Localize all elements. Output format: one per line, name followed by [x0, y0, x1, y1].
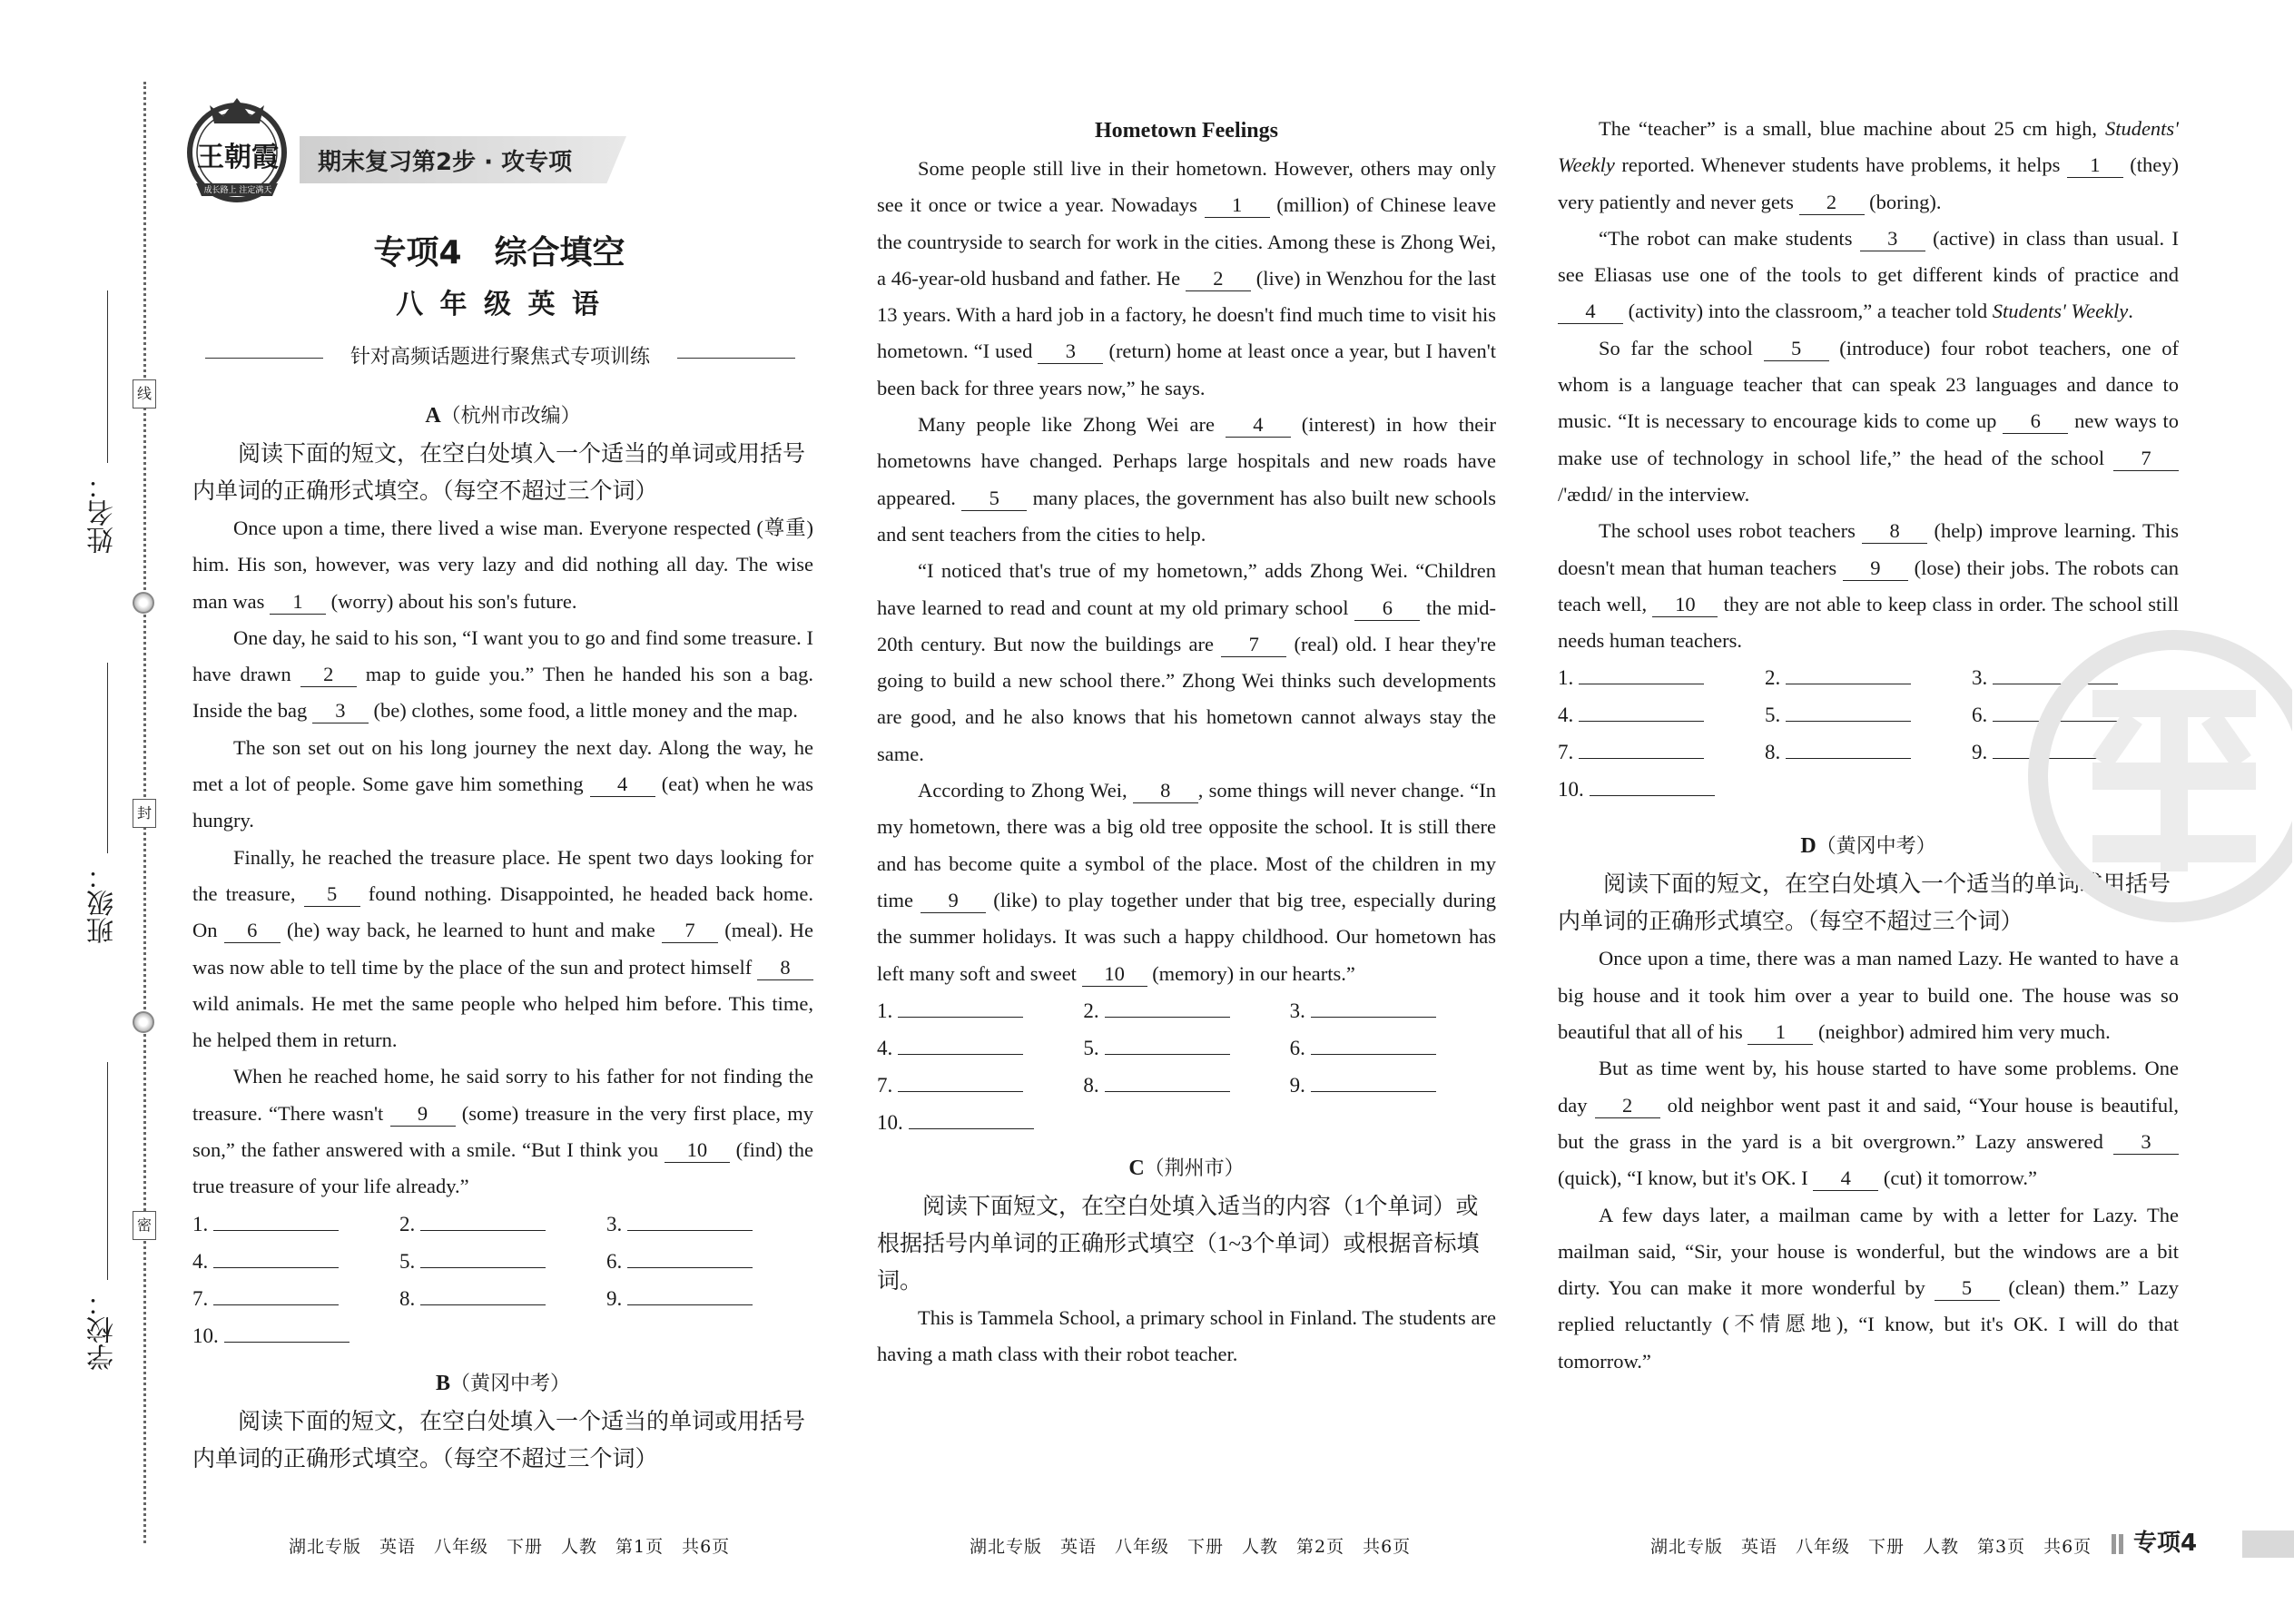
section-a-paragraph: Finally, he reached the treasure place. He spent two days looking for the treasure, 5 found nothing. Disappointed, he headed back home. On 6 (he) way back, he learned to hunt and make 7 (meal). He was now able to tell time by the place of the sun and protect himself 8 wild animals. He met the same people who helped him before. This time, he helped them in return.: [192, 845, 813, 1052]
section-b-heading: B（黄冈中考）: [435, 1371, 571, 1395]
fill-in-blank[interactable]: 7: [662, 918, 718, 943]
fill-in-blank[interactable]: 3: [2113, 1129, 2179, 1155]
fill-in-blank[interactable]: 2: [1186, 266, 1251, 291]
section-c-paragraph: This is Tammela School, a primary school in Finland. The students are having a math class with their robot teacher.: [877, 1305, 1496, 1366]
section-c-paragraph: “The robot can make students 3 (active) in class than usual. I see Eliasas use one of the tools to get different kinds of practice and 4 (activity) into the classroom,” a teacher told Students' Weekly.: [1558, 226, 2179, 323]
logo: [178, 89, 296, 207]
fill-in-blank[interactable]: 6: [224, 918, 281, 943]
answer-line[interactable]: 5.: [1765, 696, 1972, 733]
answer-line[interactable]: 6.: [1290, 1029, 1496, 1067]
fill-in-blank[interactable]: 10: [665, 1137, 730, 1163]
section-b-instructions: 阅读下面的短文，在空白处填入一个适当的单词或用括号内单词的正确形式填空。（每空不超过三个词）: [192, 1409, 806, 1471]
answer-line[interactable]: 1.: [192, 1206, 399, 1243]
fill-in-blank[interactable]: 6: [1354, 595, 1420, 621]
answer-line[interactable]: 10.: [192, 1317, 399, 1354]
fill-in-blank[interactable]: 7: [1221, 632, 1286, 657]
answer-line[interactable]: 7.: [1558, 733, 1765, 771]
fill-in-blank[interactable]: 6: [2003, 408, 2068, 434]
answer-line[interactable]: 7.: [877, 1067, 1083, 1104]
binding-margin: [0, 0, 182, 1624]
answer-line[interactable]: 10.: [1558, 771, 1765, 808]
answer-line[interactable]: 2.: [1083, 992, 1289, 1029]
fill-in-blank[interactable]: 1: [2067, 153, 2123, 178]
answer-line[interactable]: 2.: [1765, 659, 1972, 696]
section-d-paragraph: Once upon a time, there was a man named Lazy. He wanted to have a big house and it took him over a year to build one. The house was so beautiful that all of his 1 (neighbor) admired him very much.: [1558, 947, 2179, 1044]
section-a-instructions: 阅读下面的短文，在空白处填入一个适当的单词或用括号内单词的正确形式填空。（每空不超过三个词）: [192, 442, 806, 504]
fill-in-blank[interactable]: 5: [1764, 336, 1829, 361]
section-b-paragraph: “I noticed that's true of my hometown,” adds Zhong Wei. “Children have learned to read and count at my old primary school 6 the mid-20th century. But now the buildings are 7 (real) old. I hear they're going to build a new school there.” Zhong Wei thinks such developments are good, and he also knows that his hometown cannot always stay the same.: [877, 559, 1497, 765]
page-footer: 湖北专版 英语 八年级 下册 人教 第3页 共6页: [1650, 1537, 2092, 1557]
section-a-paragraph: When he reached home, he said sorry to his father for not finding the treasure. “There wasn't 9 (some) treasure in the very first place, my son,” the father answered with a smile. “But I think you 10 (find) the true treasure of your life already.”: [192, 1065, 814, 1198]
fill-in-blank[interactable]: 5: [304, 881, 360, 907]
section-b-paragraph: According to Zhong Wei, 8 , some things will never change. “In my hometown, there was a big old tree opposite the school. It is still there and has become quite a symbol of the place. Most of the children in my time 9 (like) to play together under that big tree, especially during the summer holidays. It was such a happy childhood. Our hometown has left many soft and sweet 10 (memory) in our hearts.”: [877, 779, 1496, 985]
section-b-paragraph: Some people still live in their hometown. However, others may only see it once or twice a year. Nowadays 1 (million) of Chinese leave the countryside to search for work in the cities. Among these is Zhong Wei, a 46-year-old husband and father. He 2 (live) in Wenzhou for the last 13 years. With a hard job in a factory, he doesn't find much time to visit his hometown. “I used 3 (return) home at least once a year, but I haven't been back for three years now,” he says.: [877, 157, 1496, 399]
section-d-paragraph: A few days later, a mailman came by with a letter for Lazy. The mailman said, “Sir, your house is wonderful, but the windows are a bit dirty. You can make it more wonderful by 5 (clean) them.” Lazy replied reluctantly (不情愿地), “I know, but it's OK. I will do that tomorrow.”: [1558, 1203, 2179, 1373]
corner-pattern: [2112, 1534, 2126, 1554]
fill-in-blank[interactable]: 4: [590, 772, 655, 797]
corner-section-tag: 专项4: [2133, 1530, 2198, 1557]
answer-line[interactable]: 6.: [606, 1243, 813, 1280]
section-c-heading: C（荆州市）: [1128, 1156, 1245, 1180]
section-a-paragraph: Once upon a time, there lived a wise man. Everyone respected (尊重) him. His son, however, was very lazy and did nothing all day. The wise man was 1 (worry) about his son's future.: [192, 517, 813, 613]
fill-in-blank[interactable]: 3: [1860, 226, 1925, 251]
page-subtitle: 八 年 级 英 语: [396, 289, 603, 320]
column-2: [877, 111, 1496, 1373]
answer-line[interactable]: 1.: [1558, 659, 1765, 696]
fill-in-blank[interactable]: 1: [270, 589, 326, 615]
header: [172, 82, 681, 218]
answer-line[interactable]: 8.: [1765, 733, 1972, 771]
section-a-heading: A（杭州市改编）: [425, 404, 581, 428]
section-a-paragraph: One day, he said to his son, “I want you to go and find some treasure. I have drawn 2 map to guide you.” Then he handed his son a bag. Inside the bag 3 (be) clothes, some food, a little money and the map.: [192, 625, 814, 723]
seal-mark-secret: 密: [133, 1211, 156, 1240]
fill-in-blank[interactable]: 5: [1935, 1275, 2000, 1301]
answer-line[interactable]: 7.: [192, 1280, 399, 1317]
name-field[interactable]: [107, 290, 108, 463]
section-a-paragraph: The son set out on his long journey the next day. Along the way, he met a lot of people. Some gave him something 4 (eat) when he was hungry.: [192, 735, 813, 832]
section-d-paragraph: But as time went by, his house started to have some problems. One day 2 old neighbor went past it and said, “Your house is beautiful, but the grass in the yard is a bit overgrown.” Lazy answered 3 (quick), “I know, but it's OK. I 4 (cut) it tomorrow.”: [1558, 1057, 2179, 1190]
answer-line[interactable]: 9.: [606, 1280, 813, 1317]
corner-bar: [2242, 1530, 2294, 1558]
answer-line[interactable]: 3.: [1972, 659, 2179, 696]
section-c-paragraph: The “teacher” is a small, blue machine about 25 cm high, Students' Weekly reported. Whenever students have problems, it helps 1 (they) very patiently and never gets 2 (boring).: [1558, 117, 2180, 213]
name-label: 姓名：: [87, 472, 119, 554]
fill-in-blank[interactable]: 2: [1799, 190, 1865, 215]
seal-mark-seal: 封: [133, 799, 156, 828]
answer-line[interactable]: 4.: [192, 1243, 399, 1280]
fill-in-blank[interactable]: 10: [1652, 592, 1718, 617]
column-1: [192, 396, 813, 1478]
tagline-row: [205, 341, 795, 374]
logo-subtext: 成长路上 注定满天: [203, 186, 272, 195]
answer-line[interactable]: 9.: [1972, 733, 2179, 771]
binding-hole-icon: [133, 592, 154, 614]
fill-in-blank[interactable]: 8: [757, 955, 813, 980]
answer-line[interactable]: 5.: [399, 1243, 606, 1280]
answer-line[interactable]: 4.: [877, 1029, 1083, 1067]
page-footer: 湖北专版 英语 八年级 下册 人教 第1页 共6页: [289, 1537, 731, 1557]
section-b-answer-grid: [877, 992, 1496, 1141]
seal-mark-line: 线: [133, 379, 156, 408]
fill-in-blank[interactable]: 5: [961, 486, 1027, 511]
fill-in-blank[interactable]: 10: [1082, 961, 1147, 987]
fill-in-blank[interactable]: 3: [312, 698, 369, 723]
fill-in-blank[interactable]: 1: [1748, 1019, 1813, 1045]
answer-line[interactable]: 2.: [399, 1206, 606, 1243]
section-c-paragraph: The school uses robot teachers 8 (help) improve learning. This doesn't mean that human teachers 9 (lose) their jobs. The robots can teach well, 10 they are not able to keep class in order. The school still needs human teachers.: [1558, 519, 2179, 653]
fill-in-blank[interactable]: 4: [1813, 1166, 1878, 1191]
fill-in-blank[interactable]: 9: [1843, 556, 1908, 581]
step-banner-text: 期末复习第2步 · 攻专项: [318, 149, 573, 176]
watermark-seal-icon: [2020, 626, 2292, 926]
fill-in-blank[interactable]: 9: [921, 888, 986, 913]
answer-line[interactable]: 3.: [1290, 992, 1496, 1029]
section-a-answer-grid: [192, 1206, 813, 1354]
fill-in-blank[interactable]: 2: [300, 662, 357, 687]
answer-line[interactable]: 5.: [1083, 1029, 1289, 1067]
fill-in-blank[interactable]: 4: [1226, 412, 1291, 438]
fill-in-blank[interactable]: 1: [1205, 192, 1270, 218]
fill-in-blank[interactable]: 9: [390, 1101, 456, 1127]
passage-title: Hometown Feelings: [1095, 119, 1278, 143]
fill-in-blank[interactable]: 8: [1133, 778, 1198, 803]
fill-in-blank[interactable]: 8: [1862, 518, 1927, 544]
section-c-paragraph: So far the school 5 (introduce) four robot teachers, one of whom is a language teacher that can speak 23 languages and dance to music. “It is necessary to encourage kids to come up 6 new ways to make use of technology in school life,” the head of the school 7 /'ædɪd/ in the interview.: [1558, 336, 2180, 506]
section-c-instructions: 阅读下面短文，在空白处填入适当的内容（1个单词）或根据括号内单词的正确形式填空（1~3个单词）或根据音标填词。: [877, 1194, 1480, 1294]
answer-line[interactable]: 9.: [1290, 1067, 1496, 1104]
fill-in-blank[interactable]: 7: [2113, 446, 2179, 471]
binding-hole-icon: [133, 1011, 154, 1033]
divider: [677, 358, 795, 359]
answer-line[interactable]: 8.: [399, 1280, 606, 1317]
page-title: 专项4 综合填空: [373, 234, 625, 271]
school-label: 学校：: [87, 1289, 119, 1371]
answer-line[interactable]: 10.: [877, 1104, 1083, 1141]
section-b-paragraph: Many people like Zhong Wei are 4 (interest) in how their hometowns have changed. Perhaps large hospitals and new roads have appeared. 5 many places, the government has also built new schools and sent teachers from the cities to help.: [877, 413, 1496, 546]
answer-line[interactable]: 1.: [877, 992, 1083, 1029]
answer-line[interactable]: 6.: [1972, 696, 2179, 733]
answer-line[interactable]: 3.: [606, 1206, 813, 1243]
answer-line[interactable]: 8.: [1083, 1067, 1289, 1104]
class-field[interactable]: [107, 663, 108, 853]
fill-in-blank[interactable]: 3: [1038, 339, 1103, 364]
page-footer: 湖北专版 英语 八年级 下册 人教 第2页 共6页: [970, 1537, 1412, 1557]
fill-in-blank[interactable]: 4: [1558, 299, 1623, 324]
answer-line[interactable]: 4.: [1558, 696, 1765, 733]
section-d-heading: D（黄冈中考）: [1800, 834, 1936, 859]
school-field[interactable]: [107, 1062, 108, 1280]
class-label: 班级：: [87, 862, 119, 944]
tagline: 针对高频话题进行聚焦式专项训练: [350, 345, 650, 368]
section-d-instructions: 阅读下面的短文，在空白处填入一个适当的单词或用括号内单词的正确形式填空。（每空不超过三个词）: [1558, 872, 2171, 935]
fill-in-blank[interactable]: 2: [1595, 1093, 1660, 1118]
logo-text: 王朝霞: [197, 142, 279, 173]
